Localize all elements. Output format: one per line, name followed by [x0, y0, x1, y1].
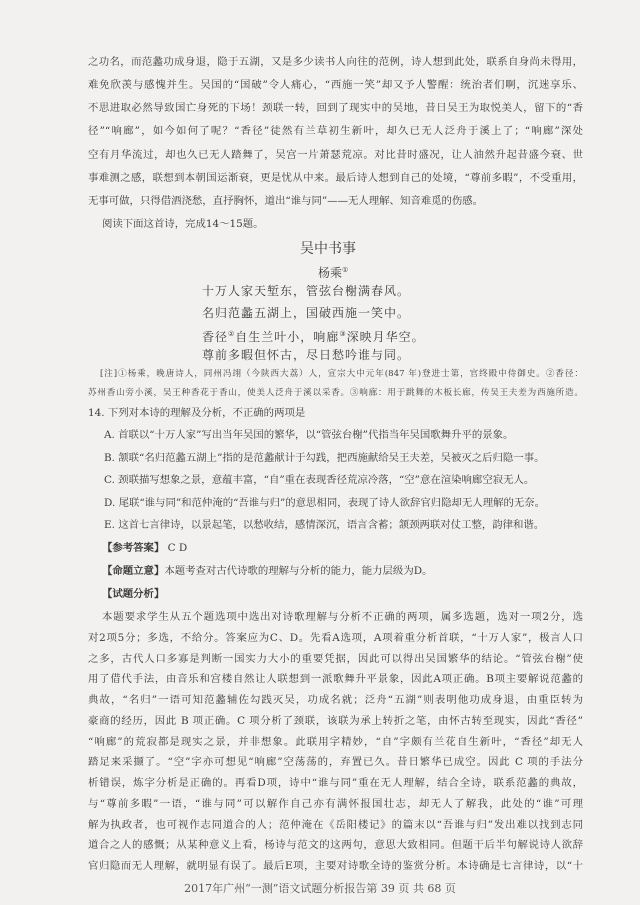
option-c: C. 颈联描写想象之景，意蕴丰富，“自”重在表现香径荒凉冷落，“空”意在渲染响廊空寂无人。 [104, 474, 535, 486]
reference-answer [102, 539, 187, 557]
question-intent [102, 562, 432, 580]
page-footer: 2017年广州“一测”语文试题分析报告第 39 页 共 68 页 [184, 882, 456, 895]
analysis-line: 对2项5分；多选，不给分。答案应为C、D。先看A选项，A项着重分析首联，“十万人家”，极言人口 [88, 631, 583, 644]
poem-line: 十万人家天堑东，管弦台榭满春风。 [202, 284, 411, 298]
note-mark: ② [228, 330, 236, 338]
option-e: E. 这首七言律诗，以景起笔，以愁收结，感情深沉，语言含蓄；颔颈两联对仗工整，韵律和谐。 [104, 519, 545, 531]
question-stem: 14. 下列对本诗的理解及分析，不正确的两项是 [88, 407, 306, 419]
analysis-line: 与“尊前多暇”一语，“谁与同”可以解作自己亦有满怀报国壮志，却无人了解我，此处的“谁”可理 [88, 797, 583, 810]
poem-text: 自生兰叶小，响廊 [235, 330, 340, 344]
intent-label: 【命题立意】 [102, 565, 165, 577]
option-b: B. 颔联“名归范蠡五湖上”指的是范蠡献计于勾践，把西施献给吴王夫差，吴被灭之后归隐一事。 [104, 452, 545, 464]
answer-value: C D [167, 542, 188, 554]
analysis-line: 之多，古代人口多寡是判断一国实力大小的重要凭据，因此可以得出吴国繁华的结论。“管弦台榭”使 [88, 652, 583, 665]
option-d: D. 尾联“谁与同”和范仲淹的“吾谁与归”的意思相同，表现了诗人欲辞官归隐却无人理解的无奈。 [104, 497, 546, 509]
answer-label: 【参考答案】 [102, 542, 165, 554]
instruction: 阅读下面这首诗，完成14～15题。 [102, 218, 264, 230]
poem-line [202, 325, 425, 346]
poem-note: 苏州香山旁小溪，吴王种香花于香山，使美人泛舟于溪以采香。③响廊：用于跳舞的木板长廊，传吴王夫差为西施所造。 [88, 388, 583, 398]
poem-text: 深映月华空。 [346, 330, 425, 344]
note-mark: ① [342, 266, 349, 274]
poem-title: 吴中书事 [300, 241, 356, 257]
paragraph-line: 难免欣羡与感愧并生。吴国的“国破”令人痛心，“西施一笑”却又予人警醒：统治者们啊，沉迷享乐、 [88, 79, 583, 91]
analysis-line: 析错误，炼字分析是正确的。再看D项，诗中“谁与同”重在无人理解，结合全诗，联系范蠡的典故， [88, 777, 583, 789]
paragraph-line: 之功名，而范蠡功成身退，隐于五湖，又是多少读书人向往的范例，诗人想到此处，联系自身尚未得用， [88, 56, 583, 68]
option-a: A. 首联以“十万人家”写出当年吴国的繁华，以“管弦台榭”代指当年吴国歌舞升平的景象。 [104, 429, 514, 441]
paragraph-line: 空有月华流过，却也久已无人踏舞了，吴宫一片萧瑟荒凉。对比昔时盛况，让人油然升起昔盛今衰、世 [88, 149, 583, 161]
poem-line: 名归范蠡五湖上，国破西施一笑中。 [202, 306, 411, 320]
analysis-line: 解为执政者，也可视作志同道合的人；范仲淹在《岳阳楼记》的篇末以“吾谁与归”发出难以找到志同 [88, 818, 583, 831]
note-mark: ③ [339, 330, 347, 338]
analysis-line: 用了借代手法，由音乐和宫楼自然让人联想到一派歌舞升平景象，因此A项正确。B项主要解说范蠡的 [88, 673, 583, 686]
analysis-heading: 【试题分析】 [102, 588, 165, 600]
analysis-line: “响廊”的荒寂都是现实之景，并非想象。此联用字精妙，“自”字颇有兰花自生新叶，“香径”却无人 [88, 735, 583, 748]
analysis-line: 本题要求学生从五个题选项中选出对诗歌理解与分析不正确的两项，属多选题，选对一项2分，选 [102, 611, 583, 623]
poem-text: 香径 [202, 330, 229, 344]
author-name: 杨乘 [318, 266, 343, 280]
poem-line: 尊前多暇但怀古，尽日愁吟谁与同。 [202, 348, 411, 362]
paragraph-line: 径”“响廊”，如今如何了呢？“香径”徒然有兰草初生新叶，却久已无人泛舟于溪上了；“响廊”深处 [88, 125, 583, 137]
paragraph-line: 无事可做，只得借酒浇愁，直抒胸怀，道出“谁与同”——无人理解、知音难觅的伤感。 [88, 195, 484, 207]
poem-note: [注]①杨乘，晚唐诗人，同州冯翊（今陕西大荔）人，宣宗大中元年(847 年)登进士第，官终殿中侍御史。②香径： [100, 369, 583, 379]
poem-author [318, 261, 348, 282]
paragraph-line: 事难测之感，联想到本朝国运渐衰，更是忧从中来。最后诗人想到自己的处境，“尊前多暇”，不受重用， [88, 172, 583, 184]
intent-value: 本题考查对古代诗歌的理解与分析的能力，能力层级为D。 [164, 565, 433, 577]
analysis-line: 官归隐而无人理解，就明显有误了。最后E项，主要对诗歌全诗的鉴赏分析。本诗确是七言律诗，以“十 [88, 860, 583, 872]
analysis-line: 豪商的经历，因此 B 项正确。C 项分析了颈联，该联为承上转折之笔，由怀古转至现实，因此“香径” [88, 714, 583, 727]
analysis-line: 踏足来采撷了。“空”字亦可想见“响廊”空荡荡的，弃置已久。昔日繁华已成空。因此 C 项的手法分 [88, 756, 583, 769]
paragraph-line: 不思进取必然导致国亡身死的下场！颈联一转，回到了现实中的吴地，昔日吴王为取悦美人，留下的“香 [88, 102, 583, 114]
analysis-line: 典故，“名归”一语可知范蠡辅佐勾践灭吴，功成名就；泛舟“五湖”则表明他功成身退，由重臣转为 [88, 694, 583, 706]
analysis-line: 道合之人的感慨；从某种意义上看，杨诗与范文的这两句，意思大致相同。但题干后半句解说诗人欲辞 [88, 839, 583, 852]
